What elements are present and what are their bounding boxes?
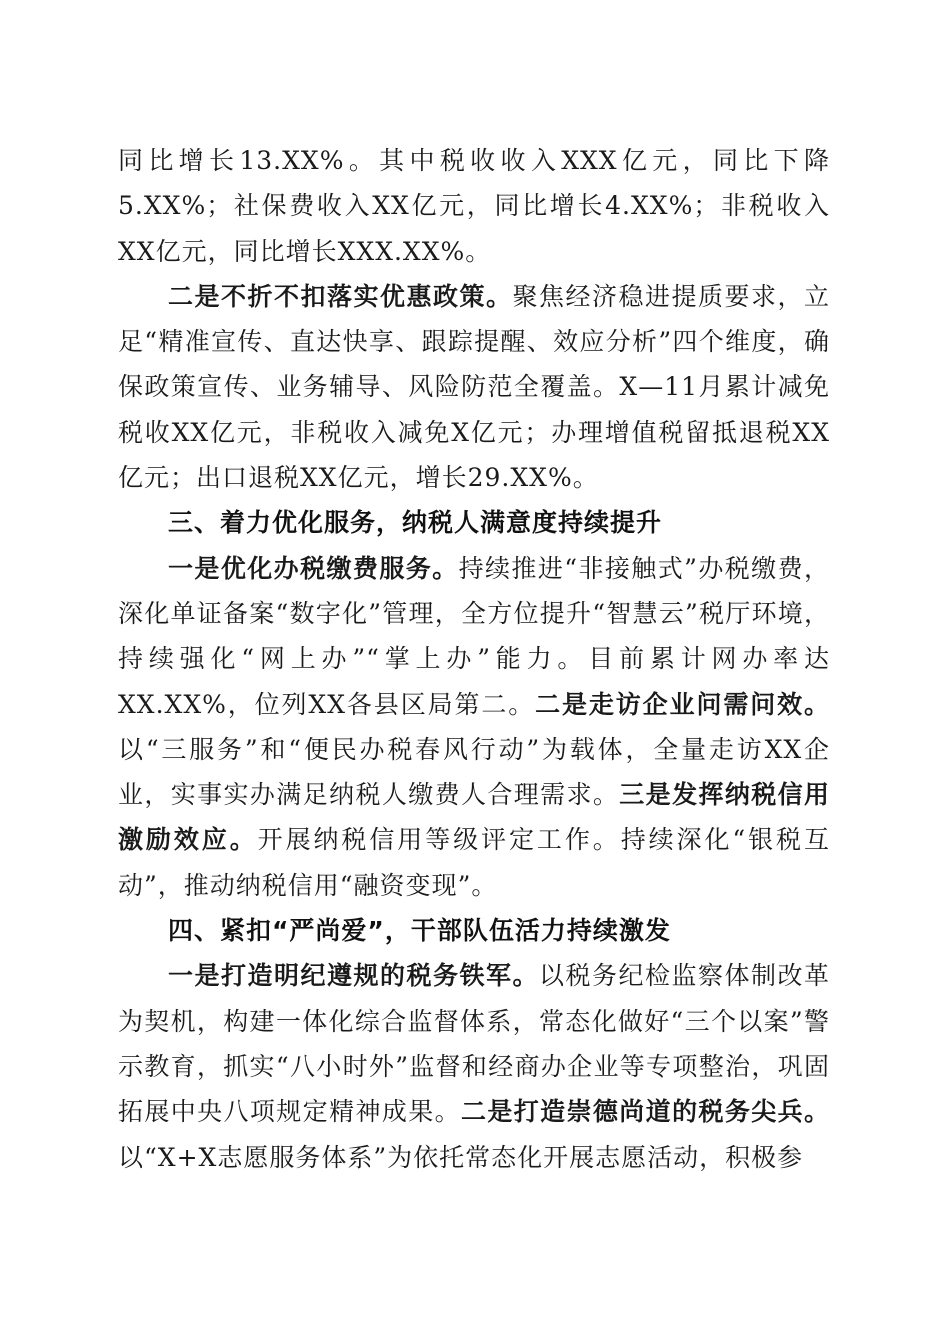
paragraph-lead: 三是发挥纳税信用激励效应。 [118, 780, 830, 855]
paragraph-service-optimization [118, 546, 830, 908]
paragraph-text: 同比增长13.XX%。其中税收收入XXX亿元，同比下降5.XX%；社保费收入XX亿元，同比增长4.XX%；非税收入XX亿元，同比增长XXX.XX%。 [118, 146, 830, 266]
document-body [118, 138, 830, 1180]
section-heading-3: 三、着力优化服务，纳税人满意度持续提升 [168, 508, 663, 538]
section-heading-4: 四、紧扣“严尚爱”，干部队伍活力持续激发 [168, 916, 671, 946]
paragraph-lead: 一是优化办税缴费服务。 [168, 553, 459, 583]
paragraph-text: 持续推进“非接触式”办税缴费，深化单证备案“数字化”管理，全方位提升“智慧云”税厅环境，持续强化“网上办”“掌上办”能力。目前累计网办率达XX.XX%，位列XX各县区局第二。 [118, 553, 830, 719]
paragraph-revenue-continued [118, 138, 830, 274]
paragraph-text: 以“X+X志愿服务体系”为依托常态化开展志愿活动，积极参 [118, 1142, 804, 1172]
paragraph-text: 开展纳税信用等级评定工作。持续深化“银税互动”，推动纳税信用“融资变现”。 [118, 825, 830, 900]
paragraph-lead: 二是不折不扣落实优惠政策。 [168, 281, 513, 311]
paragraph-lead: 一是打造明纪遵规的税务铁军。 [168, 961, 539, 991]
paragraph-lead: 二是打造崇德尚道的税务尖兵。 [461, 1097, 830, 1127]
paragraph-preferential-policies [118, 274, 830, 500]
paragraph-lead: 二是走访企业问需问效。 [535, 689, 830, 719]
paragraph-text: 聚焦经济稳进提质要求，立足“精准宣传、直达快享、跟踪提醒、效应分析”四个维度，确保政策宣传、业务辅导、风险防范全覆盖。X—11月累计减免税收XX亿元，非税收入减免X亿元；办理增值税留抵退税XX亿元；出口退税XX亿元，增长29.XX%。 [118, 281, 830, 493]
paragraph-text: 以税务纪检监察体制改革为契机，构建一体化综合监督体系，常态化做好“三个以案”警示教育，抓实“八小时外”监督和经商办企业等专项整治，巩固拓展中央八项规定精神成果。 [118, 961, 830, 1127]
paragraph-text: 以“三服务”和“便民办税春风行动”为载体，全量走访XX企业，实事实办满足纳税人缴费人合理需求。 [118, 734, 830, 810]
paragraph-team-building [118, 953, 830, 1179]
